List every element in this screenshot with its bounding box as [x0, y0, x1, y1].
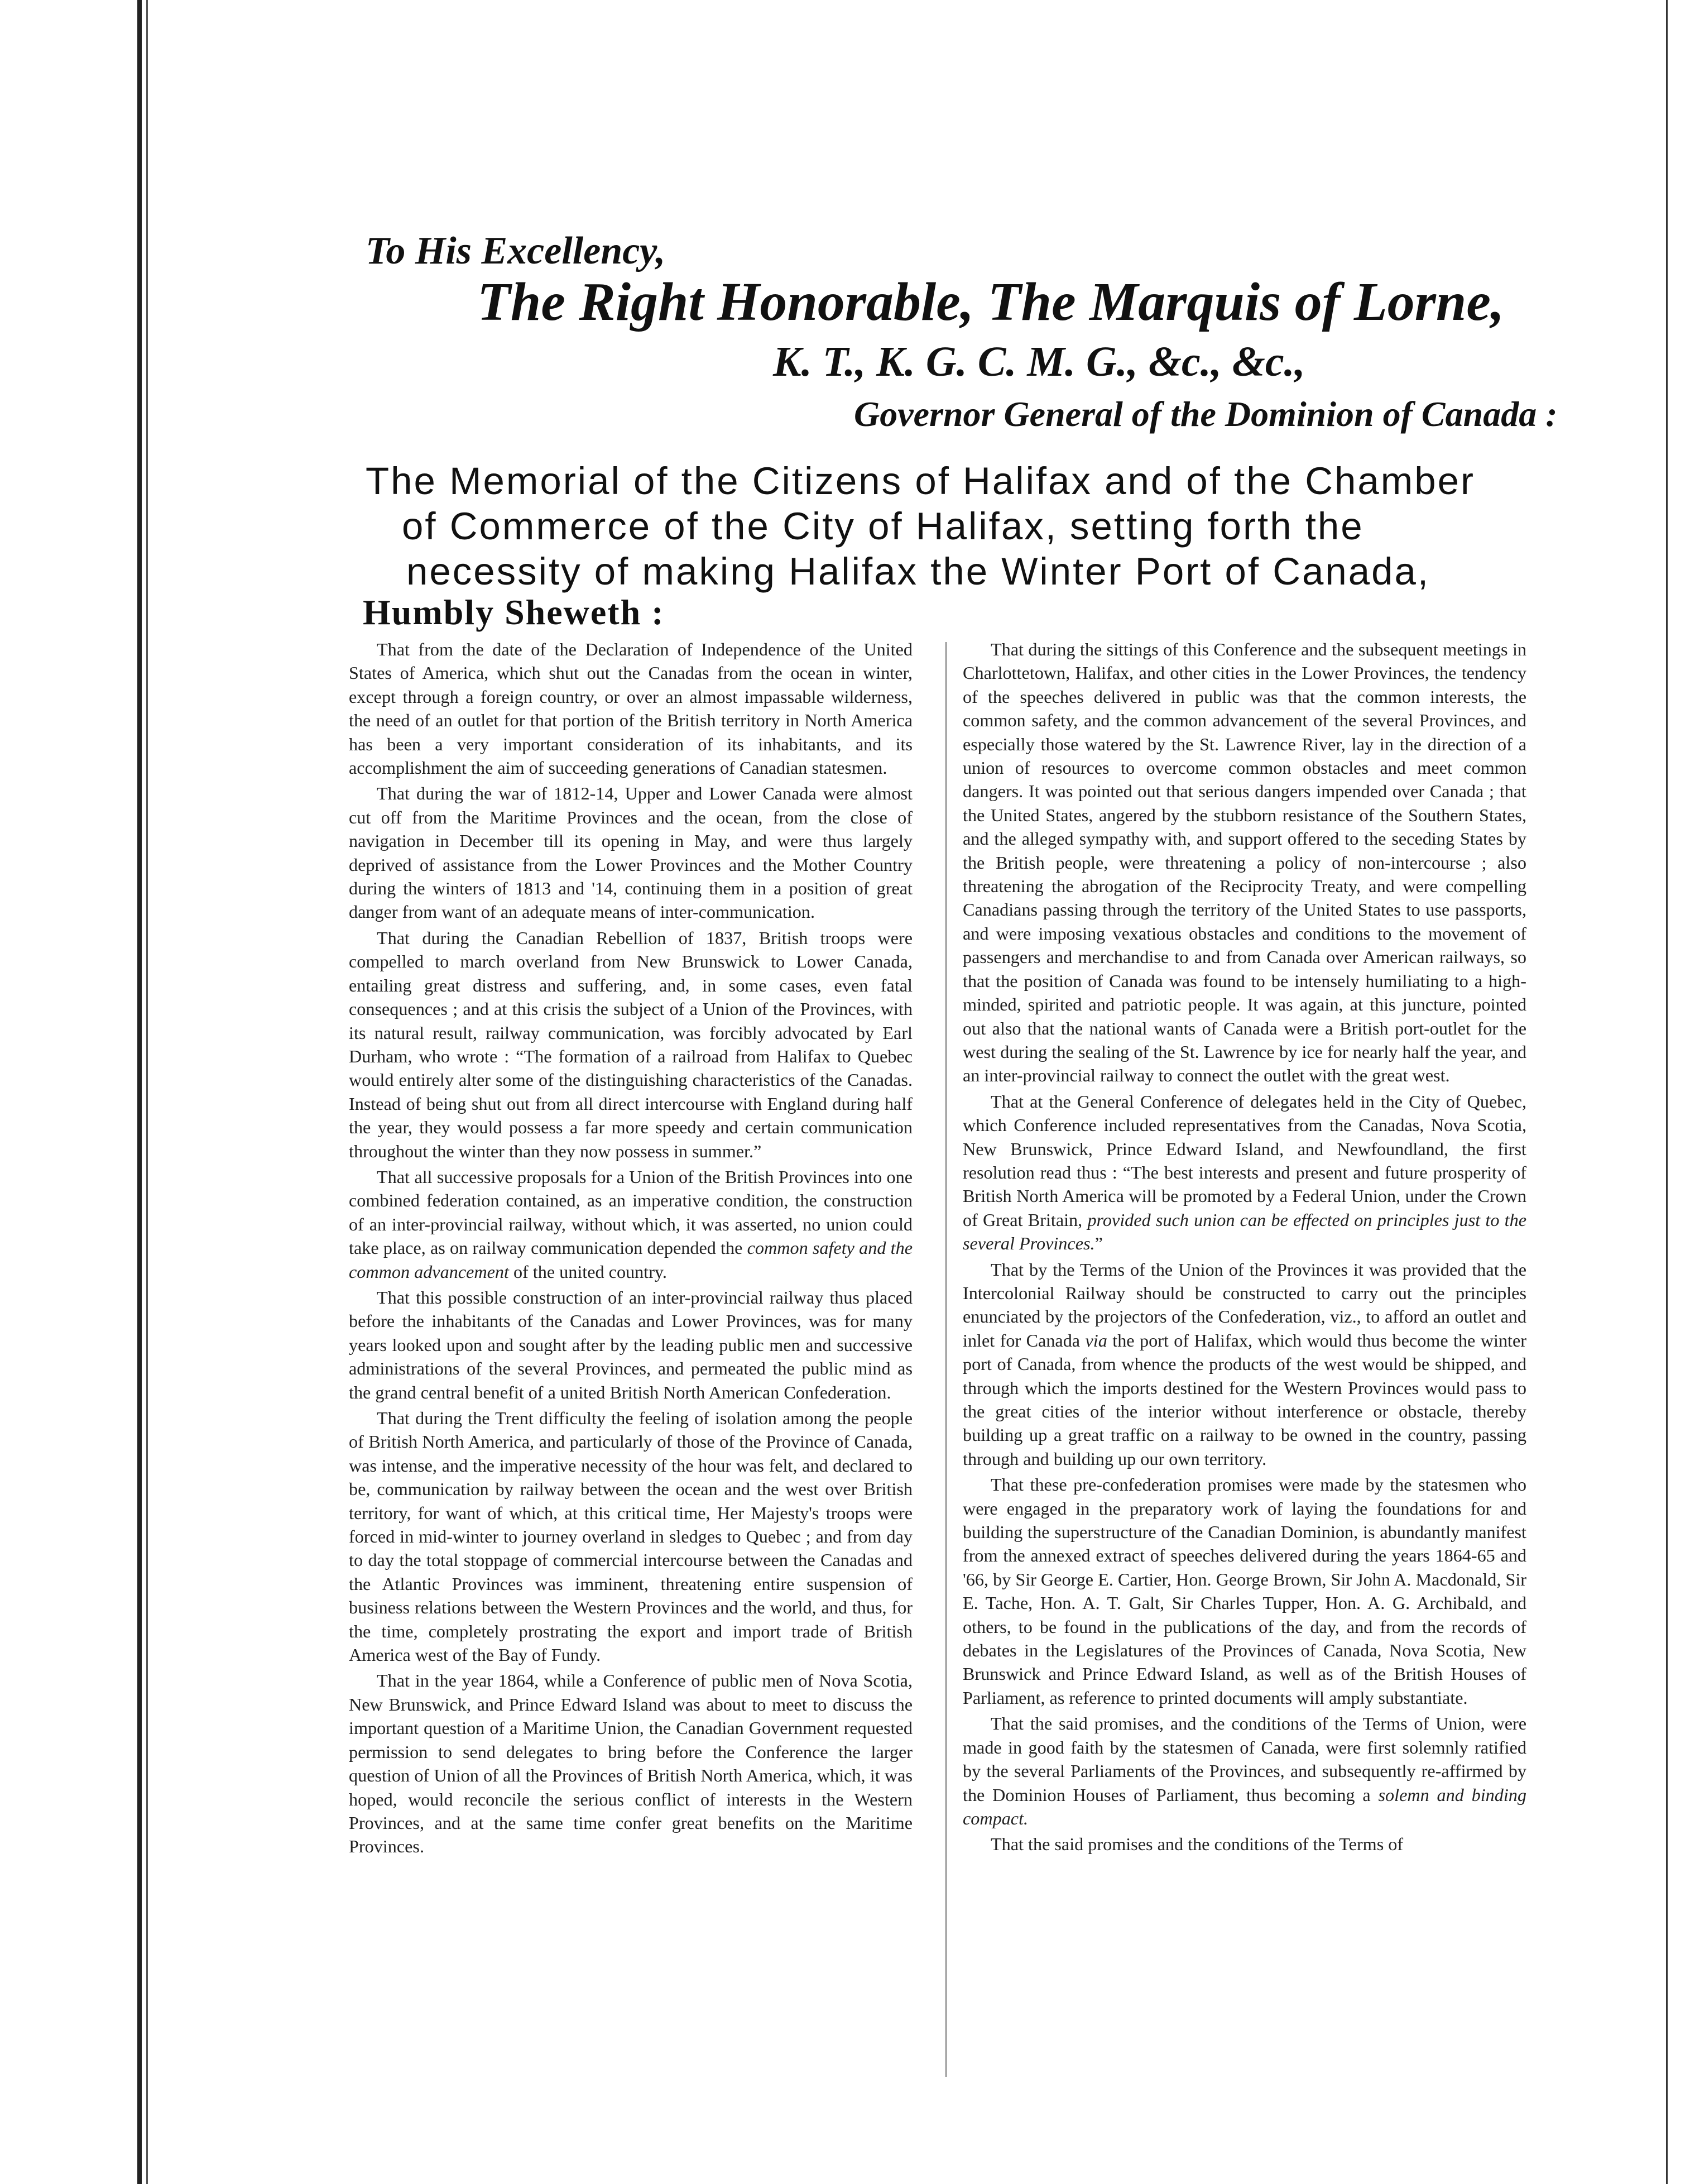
column-divider [945, 642, 947, 2077]
text-run: That by the Terms of the Union of the Provinces it was provided that the Intercolonial Railway should be constructed to carry out the principles enunciated by the projectors of the Confederation, viz., to afford an outlet and inlet for Canada [963, 1259, 1526, 1350]
paragraph [349, 638, 913, 779]
text-run: That during the Canadian Rebellion of 1837, British troops were compelled to march overland from New Brunswick to Lower Canada, entailing great distress and suffering, and, in some cases, even fatal consequences ; and at this crisis the subject of a Union of the Provinces, with its natural result, railway communication, was forcibly advocated by Earl Durham, who wrote : “The formation of a railroad from Halifax to Quebec would entirely alter some of the distinguishing characteristics of the Canadas. Instead of being shut out from all direct intercourse with England during half the year, they would possess a far more speedy and certain communication throughout the winter than they now possess in summer.” [349, 927, 913, 1161]
text-run: That the said promises and the conditions of the Terms of [991, 1834, 1404, 1855]
address-line-marquis: The Right Honorable, The Marquis of Lorne, [477, 272, 1505, 332]
italic-text: provided such union can be effected on principles just to the several Provinces. [963, 1209, 1527, 1254]
italic-text: common safety and the common advancement [349, 1238, 913, 1282]
text-run: That during the war of 1812-14, Upper and Lower Canada were almost cut off from the Maritime Provinces and the ocean, from the close of navigation in December till its opening in May, and were thus largely deprived of assistance from the Lower Provinces and the Mother Country during the winters of 1813 and '14, continuing them in a position of great danger from want of an adequate means of inter-communication. [349, 783, 913, 922]
paragraph [963, 1832, 1526, 1856]
text-run: That these pre-confederation promises were made by the statesmen who were engaged in the preparatory work of laying the foundations for and building the superstructure of the Canadian Dominion, is abundantly manifest from the annexed extract of speeches delivered during the years 1864-65 and '66, by Sir George E. Cartier, Hon. George Brown, Sir John A. Macdonald, Sir E. Tache, Hon. A. T. Galt, Sir Charles Tupper, Hon. A. G. Archibald, and others, to be found in the publications of the day, and from the records of debates in the Legislatures of the Provinces of Canada, Nova Scotia, New Brunswick and Prince Edward Island, as well as of the British Houses of Parliament, as reference to printed documents will amply substantiate. [963, 1474, 1526, 1708]
italic-text: via [1085, 1330, 1107, 1350]
paragraph [963, 1090, 1526, 1256]
text-run: That during the Trent difficulty the feeling of isolation among the people of British North America, and particularly of those of the Province of Canada, was intense, and the imperative necessity of the hour was felt, and declared to be, communication by railway between the ocean and the west over British territory, for want of which, at this critical time, Her Majesty's troops were forced in mid-winter to journey overland in sledges to Quebec ; and from day to day the total stoppage of commercial intercourse between the Canadas and the Atlantic Provinces was imminent, threatening entire suspension of business relations between the Western Provinces and the world, and thus, for the time, completely prostrating the export and import trade of British America west of the Bay of Fundy. [349, 1408, 913, 1665]
paragraph [349, 1286, 913, 1404]
memorial-title-line-2: of Commerce of the City of Halifax, setting forth the [402, 505, 1364, 548]
binding-rule [137, 0, 142, 2184]
text-run: the port of Halifax, which would thus become the winter port of Canada, from whence the products of the west would be shipped, and through which the imports destined for the Western Provinces would pass to the great cities of the interior without interference or obstacle, thereby building up a great traffic on a railway to be owned in the country, passing through and building up our own territory. [963, 1330, 1526, 1469]
text-run: That during the sittings of this Conference and the subsequent meetings in Charlottetown, Halifax, and other cities in the Lower Provinces, the tendency of the speeches delivered in public was that the common interests, the common safety, and the common advancement of the several Provinces, and especially those watered by the St. Lawrence River, lay in the direction of a union of resources to overcome common obstacles and meet common dangers. It was pointed out that serious dangers impended over Canada ; that the United States, angered by the stubborn resistance of the Southern States, and the alleged sympathy with, and support offered to the seceding States by the British people, were threatening a policy of non-intercourse ; also threatening the abrogation of the Reciprocity Treaty, and were compelling Canadians passing through the territory of the United States to use passports, and were imposing vexatious obstacles and conditions to the movement of passengers and merchandise to and from Canada over American railways, so that the position of Canada was found to be intensely humiliating to a high-minded, spirited and patriotic people. It was again, at this juncture, pointed out also that the national wants of Canada were a British port-outlet for the west during the sealing of the St. Lawrence by ice for nearly half the year, and an inter-provincial railway to connect the outlet with the great west. [963, 639, 1526, 1086]
paragraph [349, 1406, 913, 1666]
right-edge-rule [1666, 0, 1668, 2184]
text-run: That the said promises, and the conditions of the Terms of Union, were made in good faith by the statesmen of Canada, were first solemnly ratified by the several Parliaments of the Provinces, and subsequently re-affirmed by the Dominion Houses of Parliament, thus becoming a [963, 1713, 1526, 1805]
binding-edge [0, 0, 147, 2184]
salutation-heading: Humbly Sheweth : [363, 592, 665, 632]
paragraph [963, 1258, 1526, 1471]
text-run: That all successive proposals for a Union of the British Provinces into one combined federation contained, as an imperative condition, the construction of an inter-provincial railway, without which, it was asserted, no union could take place, as on railway communication depended the [349, 1166, 913, 1258]
paragraph [349, 1669, 913, 1858]
text-run: That in the year 1864, while a Conference of public men of Nova Scotia, New Brunswick, and Prince Edward Island was about to meet to discuss the important question of a Maritime Union, the Canadian Government requested permission to send delegates to bring before the Conference the larger question of Union of all the Provinces of British North America, which, it was hoped, would reconcile the serious conflict of interests in the Western Provinces, and at the same time confer great benefits on the Maritime Provinces. [349, 1670, 913, 1857]
memorial-title-line-3: necessity of making Halifax the Winter Port of Canada, [406, 550, 1430, 593]
paragraph [963, 1473, 1526, 1709]
paragraph [349, 926, 913, 1163]
text-run: ” [1094, 1233, 1103, 1254]
memorial-title-line-1: The Memorial of the Citizens of Halifax and of the Chamber [366, 459, 1476, 502]
paragraph [963, 1712, 1526, 1830]
italic-text: solemn and binding compact. [963, 1784, 1526, 1828]
text-run: That from the date of the Declaration of Independence of the United States of America, which shut out the Canadas from the ocean in winter, except through a foreign country, or over an almost impassable wilderness, the need of an outlet for that portion of the British territory in North America has been a very important consideration of its inhabitants, and its accomplishment the aim of succeeding generations of Canadian statesmen. [349, 639, 913, 778]
address-line-honours: K. T., K. G. C. M. G., &c., &c., [773, 338, 1305, 385]
text-run: of the united country. [508, 1261, 667, 1282]
address-line-excellency: To His Excellency, [366, 229, 666, 272]
address-line-governor: Governor General of the Dominion of Canada : [854, 394, 1558, 434]
paragraph [963, 638, 1526, 1088]
paragraph [349, 1165, 913, 1283]
paragraph [349, 782, 913, 923]
left-column [349, 638, 913, 1859]
binding-rule-thin [146, 0, 148, 2184]
text-run: That this possible construction of an inter-provincial railway thus placed before the inhabitants of the Canadas and Lower Provinces, was for many years looked upon and sought after by the leading public men and successive administrations of the several Provinces, and permeated the public mind as the grand central benefit of a united British North American Confederation. [349, 1287, 913, 1402]
text-run: That at the General Conference of delegates held in the City of Quebec, which Conference included representatives from the Canadas, Nova Scotia, New Brunswick, Prince Edward Island, and Newfoundland, the first resolution read thus : “The best interests and present and future prosperity of British North America will be promoted by a Federal Union, under the Crown of Great Britain, [963, 1091, 1526, 1230]
right-column [963, 638, 1526, 1856]
